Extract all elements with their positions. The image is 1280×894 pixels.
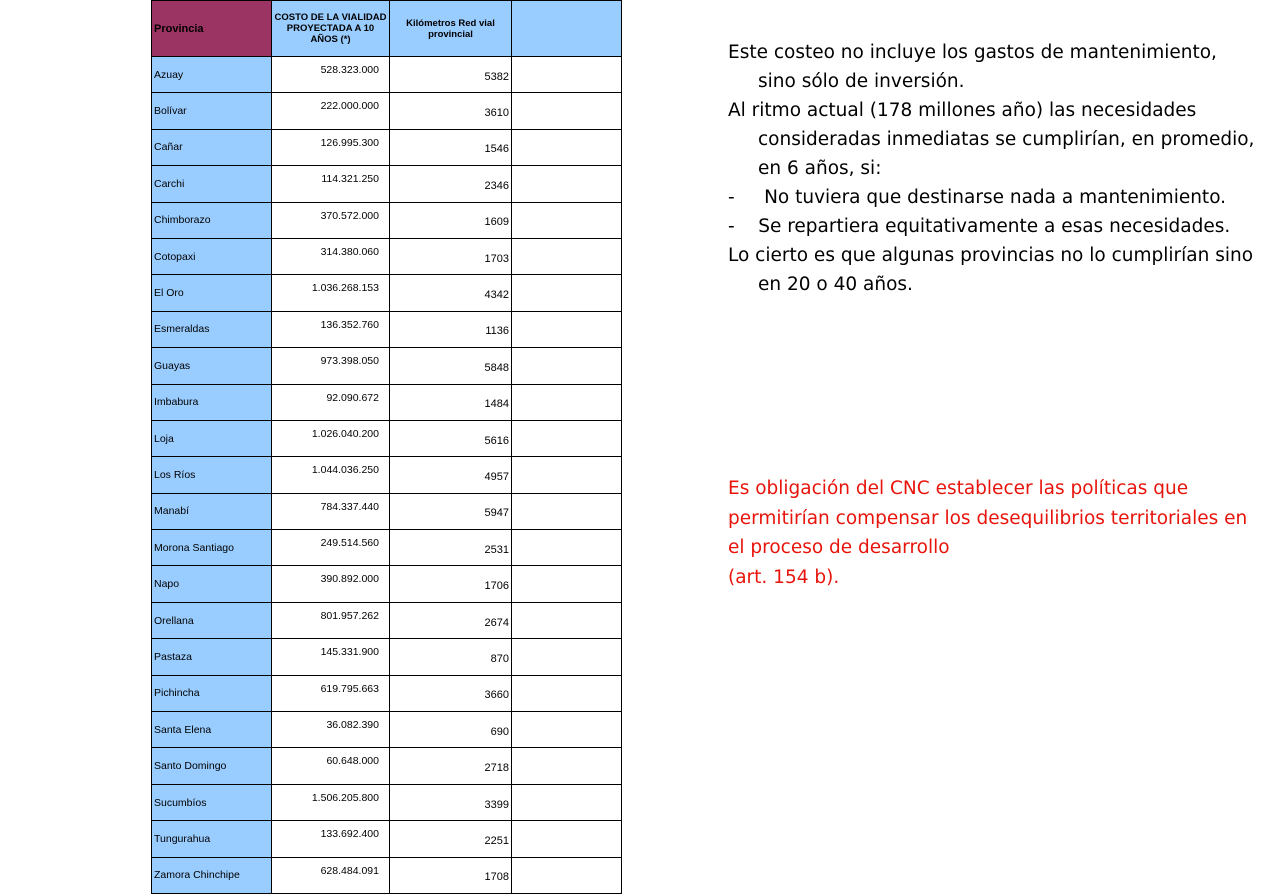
cell-provincia: Los Ríos <box>152 457 272 493</box>
table-row <box>152 420 622 456</box>
note-5: Lo cierto es que algunas provincias no lo cumplirían sino en 20 o 40 años. <box>728 245 1254 295</box>
cell-km: 3610 <box>390 93 512 129</box>
cell-costo: 36.082.390 <box>272 712 390 748</box>
cell-blank <box>512 384 622 420</box>
cell-blank <box>512 857 622 893</box>
cell-provincia: Chimborazo <box>152 202 272 238</box>
cell-costo: 628.484.091 <box>272 857 390 893</box>
cell-costo: 145.331.900 <box>272 639 390 675</box>
cell-blank <box>512 675 622 711</box>
table-row <box>152 202 622 238</box>
cell-km: 2531 <box>390 530 512 566</box>
cell-km: 2346 <box>390 166 512 202</box>
cell-provincia: Orellana <box>152 602 272 638</box>
cell-blank <box>512 348 622 384</box>
cell-provincia: Loja <box>152 420 272 456</box>
cell-km: 3399 <box>390 784 512 820</box>
road-cost-table-container <box>151 0 621 884</box>
cell-blank <box>512 530 622 566</box>
red-note-line-2: (art. 154 b). <box>728 566 840 588</box>
cell-costo: 370.572.000 <box>272 202 390 238</box>
cell-provincia: Guayas <box>152 348 272 384</box>
cell-provincia: Bolívar <box>152 93 272 129</box>
cell-blank <box>512 238 622 274</box>
cell-costo: 390.892.000 <box>272 566 390 602</box>
cell-blank <box>512 202 622 238</box>
cell-costo: 249.514.560 <box>272 530 390 566</box>
cell-provincia: Tungurahua <box>152 821 272 857</box>
cell-costo: 784.337.440 <box>272 493 390 529</box>
cell-km: 1136 <box>390 311 512 347</box>
cell-costo: 222.000.000 <box>272 93 390 129</box>
cell-blank <box>512 748 622 784</box>
note-1: Este costeo no incluye los gastos de mantenimiento, sino sólo de inversión. <box>728 42 1217 92</box>
cell-costo: 126.995.300 <box>272 129 390 165</box>
cell-provincia: Cañar <box>152 129 272 165</box>
cell-km: 690 <box>390 712 512 748</box>
cell-costo: 1.044.036.250 <box>272 457 390 493</box>
table-row <box>152 57 622 93</box>
table-row <box>152 457 622 493</box>
table-row <box>152 493 622 529</box>
cell-blank <box>512 420 622 456</box>
header-costo: COSTO DE LA VIALIDAD PROYECTADA A 10 AÑOS (*) <box>272 1 390 57</box>
table-row <box>152 675 622 711</box>
cell-costo: 1.036.268.153 <box>272 275 390 311</box>
cell-provincia: Imbabura <box>152 384 272 420</box>
cell-costo: 1.026.040.200 <box>272 420 390 456</box>
cell-provincia: Napo <box>152 566 272 602</box>
cnc-obligation-note <box>728 474 1248 592</box>
cell-blank <box>512 129 622 165</box>
cell-km: 1708 <box>390 857 512 893</box>
table-row <box>152 348 622 384</box>
table-row <box>152 784 622 820</box>
cell-costo: 133.692.400 <box>272 821 390 857</box>
cell-km: 5848 <box>390 348 512 384</box>
table-row <box>152 748 622 784</box>
cell-provincia: Azuay <box>152 57 272 93</box>
cell-km: 3660 <box>390 675 512 711</box>
cell-blank <box>512 566 622 602</box>
cell-blank <box>512 784 622 820</box>
cell-km: 1546 <box>390 129 512 165</box>
cell-provincia: Morona Santiago <box>152 530 272 566</box>
cell-provincia: Sucumbíos <box>152 784 272 820</box>
cell-blank <box>512 493 622 529</box>
cell-km: 4957 <box>390 457 512 493</box>
cell-costo: 114.321.250 <box>272 166 390 202</box>
cell-blank <box>512 166 622 202</box>
table-row <box>152 712 622 748</box>
cell-provincia: Manabí <box>152 493 272 529</box>
cell-blank <box>512 602 622 638</box>
cell-costo: 1.506.205.800 <box>272 784 390 820</box>
cell-km: 1706 <box>390 566 512 602</box>
cell-provincia: Zamora Chinchipe <box>152 857 272 893</box>
cell-provincia: Pastaza <box>152 639 272 675</box>
cell-provincia: El Oro <box>152 275 272 311</box>
red-note-line-1: Es obligación del CNC establecer las políticas que permitirían compensar los desequilibrios territoriales en el proceso de desarrollo <box>728 478 1248 558</box>
cell-km: 870 <box>390 639 512 675</box>
cell-blank <box>512 639 622 675</box>
cell-km: 1703 <box>390 238 512 274</box>
table-row <box>152 857 622 893</box>
cell-costo: 92.090.672 <box>272 384 390 420</box>
table-row <box>152 639 622 675</box>
cell-costo: 60.648.000 <box>272 748 390 784</box>
cell-km: 2674 <box>390 602 512 638</box>
cell-provincia: Carchi <box>152 166 272 202</box>
note-3: - No tuviera que destinarse nada a mantenimiento. <box>728 187 1227 208</box>
cell-provincia: Santa Elena <box>152 712 272 748</box>
cell-provincia: Esmeraldas <box>152 311 272 347</box>
road-cost-table <box>151 0 622 894</box>
cell-blank <box>512 311 622 347</box>
table-row <box>152 821 622 857</box>
cell-km: 4342 <box>390 275 512 311</box>
table-row <box>152 238 622 274</box>
cell-costo: 528.323.000 <box>272 57 390 93</box>
cell-costo: 136.352.760 <box>272 311 390 347</box>
cell-km: 2718 <box>390 748 512 784</box>
cell-blank <box>512 93 622 129</box>
cell-provincia: Cotopaxi <box>152 238 272 274</box>
cell-blank <box>512 275 622 311</box>
notes-text <box>728 38 1258 299</box>
cell-provincia: Pichincha <box>152 675 272 711</box>
cell-blank <box>512 712 622 748</box>
cell-km: 5382 <box>390 57 512 93</box>
table-row <box>152 311 622 347</box>
header-blank <box>512 1 622 57</box>
cell-blank <box>512 457 622 493</box>
cell-km: 1609 <box>390 202 512 238</box>
table-row <box>152 166 622 202</box>
cell-km: 5616 <box>390 420 512 456</box>
table-row <box>152 530 622 566</box>
cell-provincia: Santo Domingo <box>152 748 272 784</box>
table-header-row <box>152 1 622 57</box>
table-row <box>152 566 622 602</box>
cell-km: 2251 <box>390 821 512 857</box>
header-provincia: Provincia <box>152 1 272 57</box>
header-km: Kilómetros Red vial provincial <box>390 1 512 57</box>
cell-km: 1484 <box>390 384 512 420</box>
cell-costo: 973.398.050 <box>272 348 390 384</box>
cell-km: 5947 <box>390 493 512 529</box>
table-row <box>152 384 622 420</box>
table-row <box>152 275 622 311</box>
note-2: Al ritmo actual (178 millones año) las necesidades consideradas inmediatas se cumplirían, en promedio, en 6 años, si: <box>728 100 1255 179</box>
table-row <box>152 93 622 129</box>
cell-costo: 619.795.663 <box>272 675 390 711</box>
table-row <box>152 602 622 638</box>
cell-costo: 801.957.262 <box>272 602 390 638</box>
cell-blank <box>512 821 622 857</box>
cell-blank <box>512 57 622 93</box>
table-row <box>152 129 622 165</box>
note-4: - Se repartiera equitativamente a esas necesidades. <box>728 216 1231 237</box>
cell-costo: 314.380.060 <box>272 238 390 274</box>
